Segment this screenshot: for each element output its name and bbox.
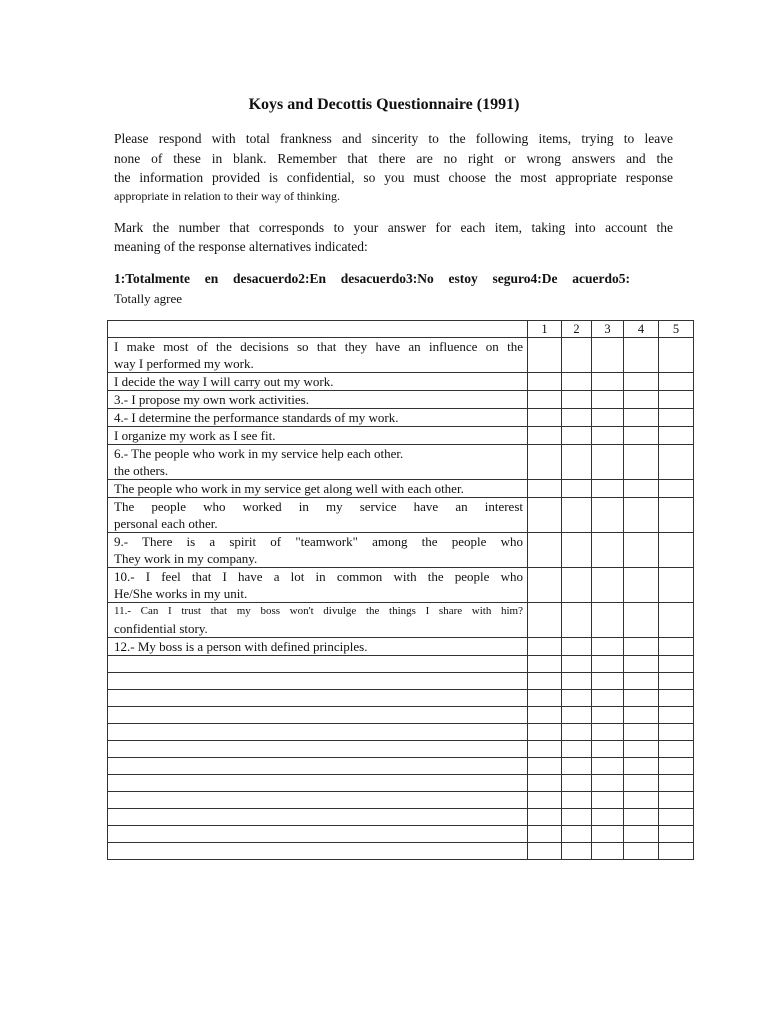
answer-cell-4[interactable] [624,843,659,860]
answer-cell-4[interactable] [624,673,659,690]
item-line: personal each other. [114,516,218,531]
answer-cell-4[interactable] [624,373,659,391]
answer-cell-5[interactable] [659,826,694,843]
table-row [108,638,694,656]
page-title: Koys and Decottis Questionnaire (1991) [248,96,520,113]
answer-cell-5[interactable] [659,445,694,480]
answer-cell-1[interactable] [528,638,562,656]
response-table [107,320,694,860]
answer-cell-1[interactable] [528,656,562,673]
answer-cell-4[interactable] [624,391,659,409]
answer-cell-3[interactable] [592,690,624,707]
answer-cell-2[interactable] [562,792,592,809]
blank-row [108,690,694,707]
item-text [108,409,528,427]
blank-item-cell[interactable] [108,826,528,843]
answer-cell-3[interactable] [592,758,624,775]
item-text [108,498,528,533]
item-text [108,533,528,568]
answer-cell-5[interactable] [659,603,694,638]
table-row [108,498,694,533]
blank-item-cell[interactable] [108,809,528,826]
answer-cell-2[interactable] [562,809,592,826]
answer-cell-3[interactable] [592,826,624,843]
blank-item-cell[interactable] [108,724,528,741]
intro-line: none of these in blank. Remember that there are no right or wrong answers and the [114,150,673,166]
item-text [108,373,528,391]
answer-cell-5[interactable] [659,707,694,724]
table-row [108,409,694,427]
table-row [108,480,694,498]
answer-cell-5[interactable] [659,533,694,568]
item-line: 6.- The people who work in my service help each other. [114,446,404,461]
column-header-4: 4 [624,321,659,338]
answer-cell-5[interactable] [659,792,694,809]
answer-cell-3[interactable] [592,707,624,724]
answer-cell-1[interactable] [528,673,562,690]
blank-item-cell[interactable] [108,775,528,792]
answer-cell-3[interactable] [592,391,624,409]
item-text [108,568,528,603]
answer-cell-5[interactable] [659,568,694,603]
answer-cell-1[interactable] [528,775,562,792]
blank-item-cell[interactable] [108,673,528,690]
answer-cell-5[interactable] [659,391,694,409]
answer-cell-2[interactable] [562,758,592,775]
answer-cell-4[interactable] [624,690,659,707]
answer-cell-2[interactable] [562,391,592,409]
answer-cell-4[interactable] [624,741,659,758]
blank-row [108,673,694,690]
answer-cell-5[interactable] [659,338,694,373]
answer-cell-2[interactable] [562,707,592,724]
answer-cell-4[interactable] [624,445,659,480]
answer-cell-1[interactable] [528,690,562,707]
item-line: 12.- My boss is a person with defined principles. [114,639,368,654]
answer-cell-3[interactable] [592,638,624,656]
answer-cell-3[interactable] [592,338,624,373]
answer-cell-2[interactable] [562,826,592,843]
answer-cell-1[interactable] [528,758,562,775]
item-line: The people who work in my service get along well with each other. [114,481,464,496]
scale-labels: 1:Totalmente en desacuerdo2:En desacuerdo3:No estoy seguro4:De acuerdo5: [114,271,630,286]
blank-item-cell[interactable] [108,690,528,707]
blank-item-cell[interactable] [108,707,528,724]
answer-cell-4[interactable] [624,775,659,792]
answer-cell-4[interactable] [624,826,659,843]
answer-cell-2[interactable] [562,673,592,690]
answer-cell-1[interactable] [528,533,562,568]
answer-cell-3[interactable] [592,656,624,673]
item-text [108,603,528,638]
item-line: 10.- I feel that I have a lot in common with the people who [114,569,523,584]
column-header-5: 5 [659,321,694,338]
item-line: 11.- Can I trust that my boss won't divulge the things I share with him? [114,605,523,617]
answer-cell-5[interactable] [659,843,694,860]
answer-cell-3[interactable] [592,603,624,638]
answer-cell-4[interactable] [624,707,659,724]
answer-cell-4[interactable] [624,809,659,826]
blank-item-cell[interactable] [108,758,528,775]
answer-cell-1[interactable] [528,391,562,409]
answer-cell-2[interactable] [562,568,592,603]
answer-cell-1[interactable] [528,792,562,809]
answer-cell-3[interactable] [592,498,624,533]
instruction-paragraph [114,218,673,256]
answer-cell-2[interactable] [562,741,592,758]
answer-cell-5[interactable] [659,498,694,533]
table-row [108,445,694,480]
blank-row [108,724,694,741]
answer-cell-2[interactable] [562,445,592,480]
blank-item-cell[interactable] [108,843,528,860]
answer-cell-5[interactable] [659,758,694,775]
answer-cell-5[interactable] [659,724,694,741]
answer-cell-2[interactable] [562,480,592,498]
item-line: 3.- I propose my own work activities. [114,392,309,407]
instruction-line: meaning of the response alternatives indicated: [114,239,368,254]
answer-cell-4[interactable] [624,427,659,445]
answer-cell-2[interactable] [562,843,592,860]
answer-cell-2[interactable] [562,338,592,373]
item-line: 9.- There is a spirit of "teamwork" among the people who [114,534,523,549]
answer-cell-1[interactable] [528,724,562,741]
blank-row [108,792,694,809]
answer-cell-5[interactable] [659,656,694,673]
answer-cell-4[interactable] [624,603,659,638]
answer-cell-3[interactable] [592,673,624,690]
item-line: I decide the way I will carry out my work. [114,374,334,389]
answer-cell-4[interactable] [624,656,659,673]
answer-cell-4[interactable] [624,758,659,775]
answer-cell-4[interactable] [624,533,659,568]
item-text [108,338,528,373]
answer-cell-5[interactable] [659,373,694,391]
item-line: The people who worked in my service have an interest [114,499,523,514]
answer-cell-1[interactable] [528,568,562,603]
answer-cell-1[interactable] [528,741,562,758]
blank-row [108,843,694,860]
item-line: I make most of the decisions so that they have an influence on the [114,339,523,354]
answer-cell-1[interactable] [528,707,562,724]
answer-cell-2[interactable] [562,603,592,638]
answer-cell-4[interactable] [624,409,659,427]
answer-cell-2[interactable] [562,638,592,656]
answer-cell-3[interactable] [592,775,624,792]
answer-cell-2[interactable] [562,656,592,673]
answer-cell-1[interactable] [528,498,562,533]
answer-cell-4[interactable] [624,338,659,373]
table-row [108,391,694,409]
answer-cell-5[interactable] [659,409,694,427]
blank-row [108,758,694,775]
blank-row [108,656,694,673]
answer-cell-3[interactable] [592,809,624,826]
answer-cell-3[interactable] [592,568,624,603]
table-header-row [108,321,694,338]
item-line: They work in my company. [114,551,258,566]
answer-cell-4[interactable] [624,498,659,533]
table-row [108,568,694,603]
answer-cell-3[interactable] [592,843,624,860]
answer-cell-3[interactable] [592,427,624,445]
answer-cell-1[interactable] [528,427,562,445]
answer-cell-4[interactable] [624,568,659,603]
answer-cell-3[interactable] [592,741,624,758]
blank-item-cell[interactable] [108,656,528,673]
item-text [108,427,528,445]
item-text [108,480,528,498]
answer-cell-5[interactable] [659,673,694,690]
answer-cell-1[interactable] [528,445,562,480]
table-row [108,603,694,638]
blank-item-cell[interactable] [108,792,528,809]
column-header-2: 2 [562,321,592,338]
column-header-1: 1 [528,321,562,338]
instruction-line: Mark the number that corresponds to your answer for each item, taking into account the [114,220,673,235]
answer-cell-5[interactable] [659,741,694,758]
scale-labels-continued: Totally agree [114,291,183,306]
answer-cell-3[interactable] [592,792,624,809]
answer-cell-5[interactable] [659,638,694,656]
answer-cell-1[interactable] [528,409,562,427]
answer-cell-1[interactable] [528,338,562,373]
answer-cell-5[interactable] [659,809,694,826]
answer-cell-5[interactable] [659,690,694,707]
item-line: 4.- I determine the performance standards of my work. [114,410,399,425]
answer-cell-4[interactable] [624,792,659,809]
answer-cell-2[interactable] [562,724,592,741]
item-line: the others. [114,463,169,478]
item-text [108,638,528,656]
answer-cell-1[interactable] [528,480,562,498]
table-row [108,427,694,445]
answer-cell-5[interactable] [659,775,694,792]
answer-cell-4[interactable] [624,724,659,741]
intro-line: appropriate in relation to their way of thinking. [114,188,340,203]
answer-cell-5[interactable] [659,480,694,498]
item-line: way I performed my work. [114,356,254,371]
response-scale [114,269,630,309]
blank-item-cell[interactable] [108,741,528,758]
blank-row [108,826,694,843]
answer-cell-1[interactable] [528,826,562,843]
answer-cell-3[interactable] [592,409,624,427]
blank-row [108,775,694,792]
answer-cell-1[interactable] [528,843,562,860]
answer-cell-1[interactable] [528,603,562,638]
answer-cell-2[interactable] [562,775,592,792]
item-line: confidential story. [114,621,208,636]
answer-cell-4[interactable] [624,638,659,656]
answer-cell-2[interactable] [562,498,592,533]
table-row [108,373,694,391]
column-header-3: 3 [592,321,624,338]
answer-cell-3[interactable] [592,533,624,568]
intro-line: Please respond with total frankness and sincerity to the following items, trying to leave [114,131,673,146]
answer-cell-3[interactable] [592,480,624,498]
answer-cell-3[interactable] [592,373,624,391]
item-text [108,445,528,480]
answer-cell-1[interactable] [528,373,562,391]
blank-row [108,809,694,826]
answer-cell-4[interactable] [624,480,659,498]
answer-cell-3[interactable] [592,445,624,480]
item-line: He/She works in my unit. [114,586,248,601]
answer-cell-2[interactable] [562,690,592,707]
table-row [108,338,694,373]
blank-row [108,741,694,758]
answer-cell-2[interactable] [562,427,592,445]
item-text [108,391,528,409]
answer-cell-2[interactable] [562,373,592,391]
item-line: I organize my work as I see fit. [114,428,276,443]
answer-cell-1[interactable] [528,809,562,826]
intro-line: the information provided is confidential, so you must choose the most appropriate response [114,170,673,185]
header-empty-cell [108,321,528,338]
table-row [108,533,694,568]
answer-cell-2[interactable] [562,409,592,427]
blank-row [108,707,694,724]
intro-paragraph [114,129,673,204]
answer-cell-5[interactable] [659,427,694,445]
answer-cell-2[interactable] [562,533,592,568]
answer-cell-3[interactable] [592,724,624,741]
